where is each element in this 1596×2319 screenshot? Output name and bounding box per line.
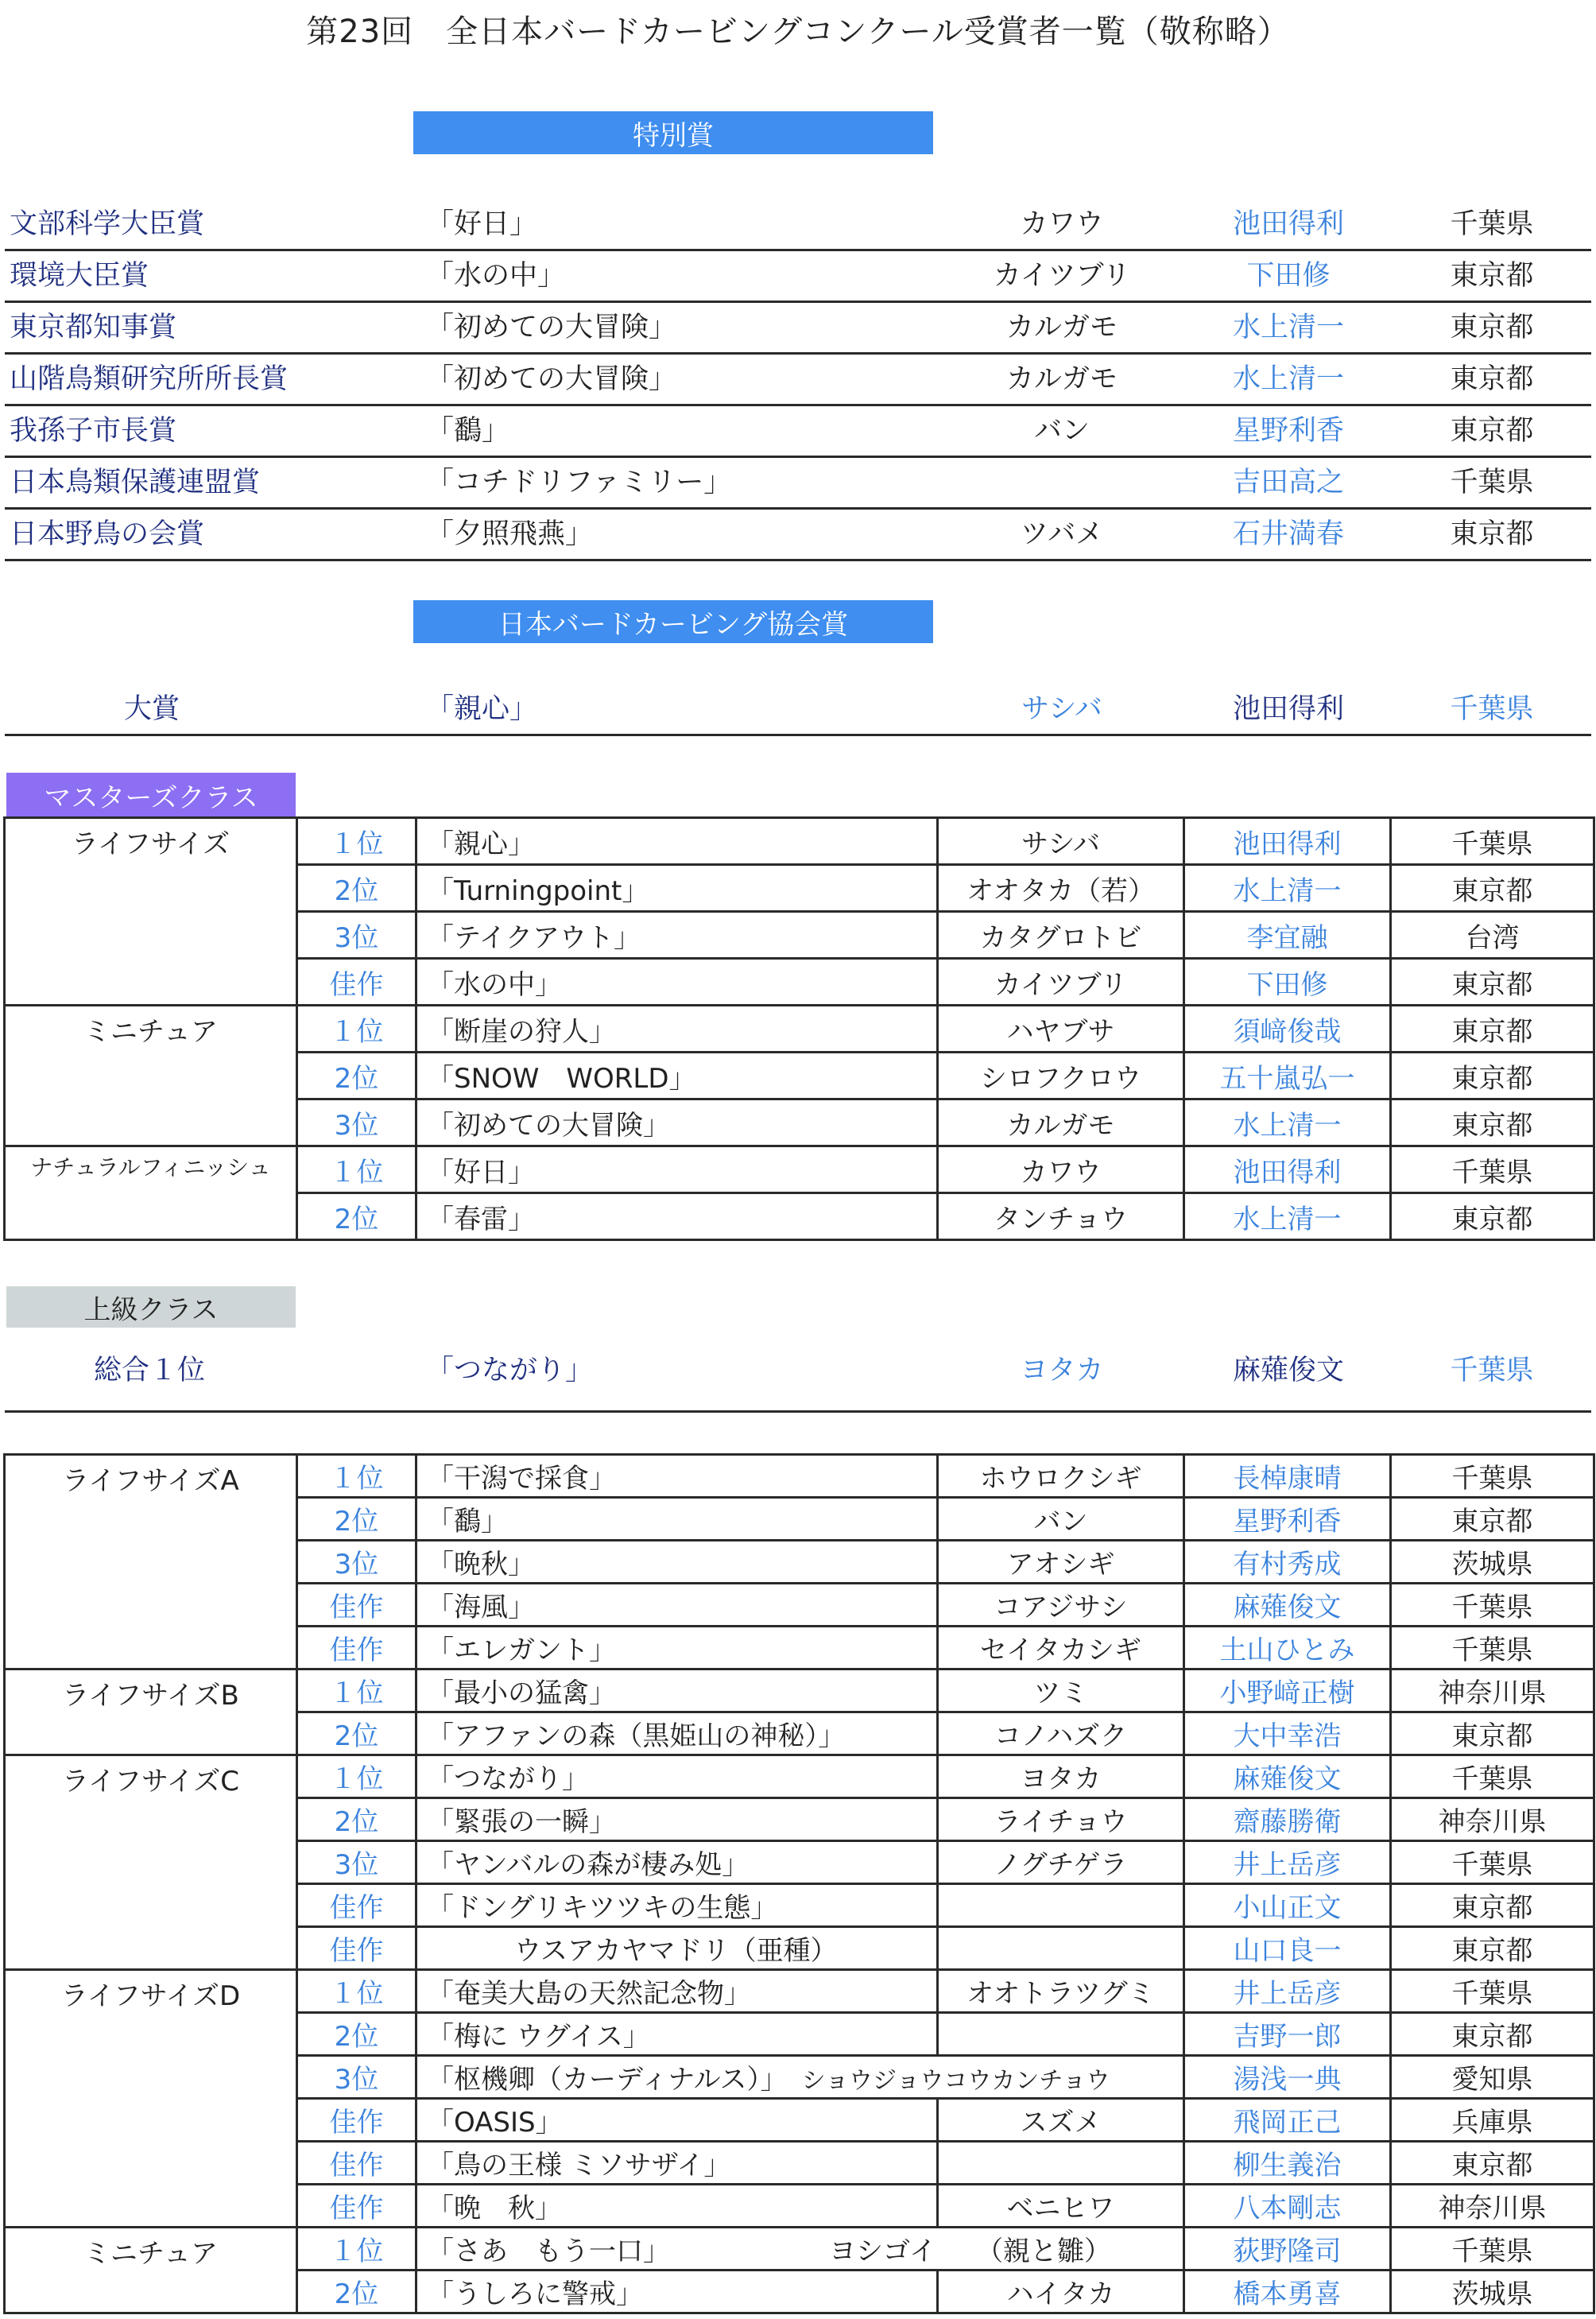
rank-cell: 2位 — [297, 2271, 416, 2313]
special-row — [5, 249, 1591, 303]
winner-name: 池田得利 — [1232, 693, 1344, 725]
name-cell: 有村秀成 — [1184, 1541, 1391, 1584]
name-cell: 長棹康晴 — [1184, 1455, 1391, 1498]
title-cell: 「親心」 — [416, 818, 938, 865]
rank-cell: 佳作 — [297, 1884, 416, 1927]
prefecture-cell: 兵庫県 — [1391, 2099, 1594, 2142]
rank-cell: 2位 — [297, 865, 416, 912]
work-title: 「好日」 — [426, 208, 538, 240]
category-cell: ライフサイズ — [5, 818, 297, 1006]
prefecture-cell: 東京都 — [1391, 865, 1594, 912]
prefecture: 東京都 — [1450, 415, 1534, 447]
prefecture-cell: 東京都 — [1391, 1053, 1594, 1099]
title-cell: 「緊張の一瞬」 — [416, 1798, 938, 1841]
title-cell — [416, 2056, 1184, 2099]
title-cell: 「干潟で採食」 — [416, 1455, 938, 1498]
special-awards-header: 特別賞 — [413, 111, 933, 154]
name-cell: 井上岳彦 — [1184, 1970, 1391, 2013]
species: バン — [1033, 415, 1090, 447]
species-cell — [938, 1884, 1184, 1927]
special-row — [5, 197, 1591, 251]
prefecture-cell: 東京都 — [1391, 2142, 1594, 2185]
work-title: 「鷭」 — [426, 415, 510, 447]
name-cell: 下田修 — [1184, 959, 1391, 1006]
species-cell: タンチョウ — [938, 1193, 1184, 1240]
prefecture-cell: 茨城県 — [1391, 2271, 1594, 2313]
species-note: （親と雛） — [975, 2236, 1111, 2267]
species-cell: ヨタカ — [938, 1755, 1184, 1798]
award-name: 大賞 — [124, 693, 180, 725]
species: ツバメ — [1020, 518, 1104, 550]
prefecture-cell: 東京都 — [1391, 1193, 1594, 1240]
species-cell: コアジサシ — [938, 1584, 1184, 1627]
rank-cell: １位 — [297, 1970, 416, 2013]
table-row — [5, 1669, 1594, 1712]
species-cell: セイタカシギ — [938, 1627, 1184, 1669]
name-cell: 小山正文 — [1184, 1884, 1391, 1927]
table-row — [5, 1146, 1594, 1193]
species-cell: ホウロクシギ — [938, 1455, 1184, 1498]
special-row — [5, 352, 1591, 406]
winner-name: 下田修 — [1246, 260, 1331, 292]
rank-cell: 3位 — [297, 2056, 416, 2099]
species-cell — [938, 2142, 1184, 2185]
species: サシバ — [1021, 693, 1102, 725]
prefecture-cell: 東京都 — [1391, 2013, 1594, 2056]
species: ヨタカ — [1020, 1355, 1104, 1386]
special-row — [5, 507, 1591, 561]
prefecture: 東京都 — [1450, 312, 1534, 343]
special-row — [5, 456, 1591, 510]
work-title: 「親心」 — [426, 693, 538, 725]
title-cell — [416, 1927, 938, 1970]
name-cell: 池田得利 — [1184, 818, 1391, 865]
title-cell: 「初めての大冒険」 — [416, 1099, 938, 1146]
prefecture-cell: 神奈川県 — [1391, 1798, 1594, 1841]
name-cell: 池田得利 — [1184, 1146, 1391, 1193]
name-cell: 李宜融 — [1184, 912, 1391, 959]
name-cell: 水上清一 — [1184, 1193, 1391, 1240]
category-cell: ミニチュア — [5, 2228, 297, 2313]
name-cell: 星野利香 — [1184, 1498, 1391, 1541]
work-title: 「夕照飛燕」 — [426, 518, 594, 550]
category-cell: ナチュラルフィニッシュ — [5, 1146, 297, 1240]
prefecture-cell: 千葉県 — [1391, 2228, 1594, 2271]
prefecture: 東京都 — [1450, 518, 1534, 550]
category-cell: ライフサイズB — [5, 1669, 297, 1755]
title-cell — [416, 2228, 1184, 2271]
species-cell: ベニヒワ — [938, 2185, 1184, 2228]
prefecture-cell: 茨城県 — [1391, 1541, 1594, 1584]
table-row — [5, 1970, 1594, 2013]
rank-cell: 2位 — [297, 1798, 416, 1841]
award-name: 文部科学大臣賞 — [10, 208, 205, 240]
name-cell: 橋本勇喜 — [1184, 2271, 1391, 2313]
prefecture-cell: 東京都 — [1391, 1006, 1594, 1053]
name-cell: 飛岡正己 — [1184, 2099, 1391, 2142]
category-cell: ライフサイズD — [5, 1970, 297, 2228]
table-row — [5, 1455, 1594, 1498]
prefecture-cell: 千葉県 — [1391, 1627, 1594, 1669]
winner-name: 星野利香 — [1232, 415, 1344, 447]
rank-cell: 2位 — [297, 1498, 416, 1541]
name-cell: 五十嵐弘一 — [1184, 1053, 1391, 1099]
species-cell: ハヤブサ — [938, 1006, 1184, 1053]
award-name: 我孫子市長賞 — [10, 415, 177, 447]
rank-cell: 2位 — [297, 1712, 416, 1755]
award-name: 東京都知事賞 — [10, 312, 177, 343]
prefecture: 千葉県 — [1450, 693, 1534, 725]
name-cell: 齋藤勝衛 — [1184, 1798, 1391, 1841]
special-row — [5, 301, 1591, 355]
grand-prize-row — [5, 682, 1591, 736]
prefecture-cell: 東京都 — [1391, 959, 1594, 1006]
category-cell: ライフサイズC — [5, 1755, 297, 1970]
species-cell: オオタカ（若） — [938, 865, 1184, 912]
prefecture-cell: 東京都 — [1391, 1712, 1594, 1755]
title-cell: 「つながり」 — [416, 1755, 938, 1798]
special-row — [5, 404, 1591, 458]
title-text: 「さあ もう一口」 — [427, 2236, 670, 2267]
species-cell: カルガモ — [938, 1099, 1184, 1146]
masters-table — [3, 816, 1595, 1241]
prefecture-cell: 千葉県 — [1391, 1841, 1594, 1884]
title-cell: 「アファンの森（黒姫山の神秘）」 — [416, 1712, 938, 1755]
species: カワウ — [1020, 208, 1104, 240]
work-title: 「初めての大冒険」 — [426, 312, 677, 343]
title-cell: 「うしろに警戒」 — [416, 2271, 938, 2313]
name-cell: 須﨑俊哉 — [1184, 1006, 1391, 1053]
name-cell: 麻薙俊文 — [1184, 1755, 1391, 1798]
award-name: 総合１位 — [94, 1355, 206, 1386]
species: カルガモ — [1005, 363, 1118, 395]
title-cell: 「鷭」 — [416, 1498, 938, 1541]
title-cell: 「最小の猛禽」 — [416, 1669, 938, 1712]
rank-cell: １位 — [297, 1455, 416, 1498]
name-cell: 土山ひとみ — [1184, 1627, 1391, 1669]
rank-cell: 佳作 — [297, 1627, 416, 1669]
rank-cell: 佳作 — [297, 1584, 416, 1627]
species — [935, 456, 1189, 505]
prefecture-cell: 千葉県 — [1391, 1146, 1594, 1193]
table-row — [5, 1755, 1594, 1798]
prefecture: 東京都 — [1450, 260, 1534, 292]
species-cell — [938, 1927, 1184, 1970]
prefecture: 東京都 — [1450, 363, 1534, 395]
name-cell: 大中幸浩 — [1184, 1712, 1391, 1755]
rank-cell: 佳作 — [297, 2099, 416, 2142]
species: カイツブリ — [993, 260, 1131, 292]
title-cell: 「梅に ウグイス」 — [416, 2013, 938, 2056]
species-cell: バン — [938, 1498, 1184, 1541]
prefecture-cell: 東京都 — [1391, 1927, 1594, 1970]
prefecture-cell: 千葉県 — [1391, 818, 1594, 865]
title-cell: 「ドングリキツツキの生態」 — [416, 1884, 938, 1927]
name-cell: 荻野隆司 — [1184, 2228, 1391, 2271]
species-text: ショウジョウコウカンチョウ — [801, 2067, 1110, 2095]
species: カルガモ — [1005, 312, 1118, 343]
page-title: 第23回 全日本バードカービングコンクール受賞者一覧（敬称略） — [306, 14, 1290, 50]
work-title: 「つながり」 — [426, 1355, 594, 1386]
masters-class-header: マスターズクラス — [6, 773, 296, 817]
prefecture-cell: 東京都 — [1391, 1884, 1594, 1927]
name-cell: 水上清一 — [1184, 1099, 1391, 1146]
prefecture-cell: 東京都 — [1391, 1099, 1594, 1146]
species-cell: カイツブリ — [938, 959, 1184, 1006]
name-cell: 吉野一郎 — [1184, 2013, 1391, 2056]
title-cell: 「春雷」 — [416, 1193, 938, 1240]
title-cell: 「奄美大島の天然記念物」 — [416, 1970, 938, 2013]
species-cell: スズメ — [938, 2099, 1184, 2142]
title-cell: 「SNOW WORLD」 — [416, 1053, 938, 1099]
prefecture-cell: 千葉県 — [1391, 1970, 1594, 2013]
rank-cell: １位 — [297, 2228, 416, 2271]
name-cell: 水上清一 — [1184, 865, 1391, 912]
prefecture: 千葉県 — [1450, 208, 1534, 240]
prefecture-cell: 千葉県 — [1391, 1755, 1594, 1798]
species-cell: アオシギ — [938, 1541, 1184, 1584]
rank-cell: 2位 — [297, 1053, 416, 1099]
species-cell: ツミ — [938, 1669, 1184, 1712]
rank-cell: 2位 — [297, 2013, 416, 2056]
prefecture-cell: 東京都 — [1391, 1498, 1594, 1541]
prefecture-cell: 神奈川県 — [1391, 2185, 1594, 2228]
rank-cell: 佳作 — [297, 1927, 416, 1970]
species-cell: オオトラツグミ — [938, 1970, 1184, 2013]
winner-name: 池田得利 — [1232, 208, 1344, 240]
title-cell: 「水の中」 — [416, 959, 938, 1006]
title-cell: 「海風」 — [416, 1584, 938, 1627]
title-cell: 「テイクアウト」 — [416, 912, 938, 959]
name-cell: 湯浅一典 — [1184, 2056, 1391, 2099]
rank-cell: 2位 — [297, 1193, 416, 1240]
winner-name: 吉田高之 — [1232, 467, 1344, 498]
name-cell: 柳生義治 — [1184, 2142, 1391, 2185]
title-cell: 「鳥の王様 ミソサザイ」 — [416, 2142, 938, 2185]
title-cell: 「OASIS」 — [416, 2099, 938, 2142]
advanced-class-header: 上級クラス — [6, 1286, 296, 1328]
rank-cell: 佳作 — [297, 2142, 416, 2185]
rank-cell: １位 — [297, 1006, 416, 1053]
species-cell — [938, 2013, 1184, 2056]
name-cell: 小野﨑正樹 — [1184, 1669, 1391, 1712]
overall-first-row — [5, 1344, 1591, 1413]
winner-name: 水上清一 — [1232, 363, 1344, 395]
rank-cell: １位 — [297, 818, 416, 865]
species-cell: カワウ — [938, 1146, 1184, 1193]
title-cell: 「好日」 — [416, 1146, 938, 1193]
title-text: 「枢機卿（カーディナルス）」 — [427, 2064, 788, 2096]
work-title: 「コチドリファミリー」 — [426, 467, 732, 498]
category-cell: ミニチュア — [5, 1006, 297, 1146]
prefecture-cell: 千葉県 — [1391, 1455, 1594, 1498]
species-cell: サシバ — [938, 818, 1184, 865]
rank-cell: 佳作 — [297, 2185, 416, 2228]
award-name: 山階鳥類研究所所長賞 — [10, 363, 289, 395]
title-text: ウスアカヤマドリ（亜種） — [514, 1935, 838, 1967]
association-award-header: 日本バードカービング協会賞 — [413, 600, 933, 643]
name-cell: 八本剛志 — [1184, 2185, 1391, 2228]
work-title: 「初めての大冒険」 — [426, 363, 677, 395]
species-cell: カタグロトビ — [938, 912, 1184, 959]
prefecture-cell: 愛知県 — [1391, 2056, 1594, 2099]
winner-name: 水上清一 — [1232, 312, 1344, 343]
species-cell: コノハズク — [938, 1712, 1184, 1755]
prefecture-cell: 神奈川県 — [1391, 1669, 1594, 1712]
winner-name: 麻薙俊文 — [1232, 1355, 1344, 1386]
award-name: 日本野鳥の会賞 — [10, 518, 205, 550]
title-cell: 「晩秋」 — [416, 1541, 938, 1584]
advanced-table — [3, 1453, 1595, 2314]
title-cell: 「Turningpoint」 — [416, 865, 938, 912]
category-cell: ライフサイズA — [5, 1455, 297, 1669]
prefecture: 千葉県 — [1450, 467, 1534, 498]
title-cell: 「断崖の狩人」 — [416, 1006, 938, 1053]
table-row — [5, 1006, 1594, 1053]
name-cell: 山口良一 — [1184, 1927, 1391, 1970]
winner-name: 石井満春 — [1232, 518, 1344, 550]
title-cell: 「ヤンバルの森が棲み処」 — [416, 1841, 938, 1884]
table-row — [5, 818, 1594, 865]
species-text: ヨシゴイ — [829, 2236, 936, 2267]
rank-cell: １位 — [297, 1146, 416, 1193]
rank-cell: 佳作 — [297, 959, 416, 1006]
rank-cell: １位 — [297, 1669, 416, 1712]
species-cell: ハイタカ — [938, 2271, 1184, 2313]
title-cell: 「晩 秋」 — [416, 2185, 938, 2228]
award-name: 日本鳥類保護連盟賞 — [10, 467, 261, 498]
title-cell: 「エレガント」 — [416, 1627, 938, 1669]
species-cell: ライチョウ — [938, 1798, 1184, 1841]
species-cell: シロフクロウ — [938, 1053, 1184, 1099]
prefecture-cell: 千葉県 — [1391, 1584, 1594, 1627]
species-cell: ノグチゲラ — [938, 1841, 1184, 1884]
rank-cell: 3位 — [297, 1099, 416, 1146]
prefecture: 千葉県 — [1450, 1355, 1534, 1386]
rank-cell: 3位 — [297, 912, 416, 959]
award-name: 環境大臣賞 — [10, 260, 149, 292]
table-row — [5, 2228, 1594, 2271]
prefecture-cell: 台湾 — [1391, 912, 1594, 959]
rank-cell: 3位 — [297, 1541, 416, 1584]
work-title: 「水の中」 — [426, 260, 566, 292]
name-cell: 麻薙俊文 — [1184, 1584, 1391, 1627]
rank-cell: １位 — [297, 1755, 416, 1798]
name-cell: 井上岳彦 — [1184, 1841, 1391, 1884]
rank-cell: 3位 — [297, 1841, 416, 1884]
